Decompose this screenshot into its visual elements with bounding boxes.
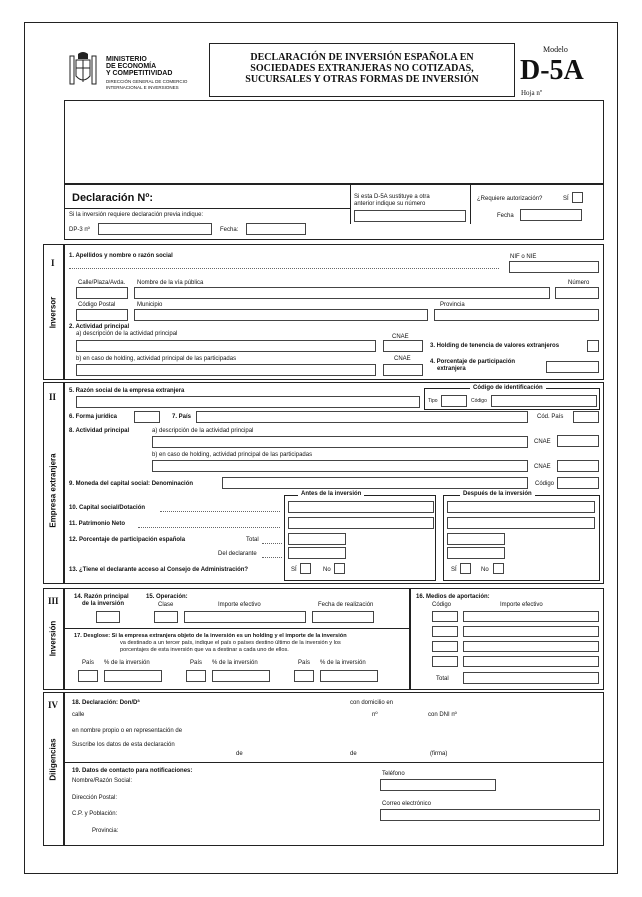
numero-label: Número — [568, 280, 590, 286]
f18-suscribe-label: Suscribe los datos de esta declaración — [72, 742, 175, 748]
f8b-field[interactable] — [152, 460, 528, 472]
f18-de-1: de — [236, 751, 243, 757]
f19-telefono-field[interactable] — [380, 779, 496, 791]
f16-total-label: Total — [436, 676, 449, 682]
f18-de-2: de — [350, 751, 357, 757]
numero-field[interactable] — [555, 287, 599, 299]
f3-checkbox[interactable] — [587, 340, 599, 352]
f9-codigo-field[interactable] — [557, 477, 599, 489]
auth-fecha-field[interactable] — [520, 209, 582, 221]
municipio-field[interactable] — [134, 309, 428, 321]
f1-label: 1. Apellidos y nombre o razón social — [69, 253, 173, 259]
antes-label: Antes de la inversión — [298, 491, 364, 498]
f16-codigo-4[interactable] — [432, 656, 458, 667]
via-field[interactable] — [134, 287, 550, 299]
f13-despues-no: No — [481, 567, 489, 573]
f16-importe-1[interactable] — [463, 611, 599, 622]
f15-importe-field[interactable] — [184, 611, 306, 623]
auth-si-label: SÍ — [563, 196, 569, 202]
f9-codigo-label: Código — [535, 481, 555, 487]
f11-despues-field[interactable] — [447, 517, 595, 529]
f15-clase-label: Clase — [158, 602, 174, 608]
f17-pais-2: País — [190, 660, 203, 666]
f16-importe-2[interactable] — [463, 626, 599, 637]
f17-pais-1-field[interactable] — [78, 670, 98, 682]
hoja-label: Hoja nº — [521, 89, 543, 97]
f2-cnae-label: CNAE — [392, 334, 409, 340]
calle-field[interactable] — [76, 287, 128, 299]
f2a-field[interactable] — [76, 340, 376, 352]
f13-antes-no: No — [323, 567, 331, 573]
f12-declarante-label: Del declarante — [218, 551, 257, 557]
despues-label: Después de la inversión — [460, 491, 535, 498]
f19-label: 19. Datos de contacto para notificaciones: — [72, 768, 193, 774]
auth-fecha-label: Fecha — [497, 213, 514, 219]
f13-antes-no-checkbox[interactable] — [334, 563, 345, 574]
f12-total-despues-field[interactable] — [447, 533, 505, 545]
f19-provincia-label: Provincia: — [92, 828, 119, 834]
cp-field[interactable] — [76, 309, 128, 321]
declaration-number-label: Declaración Nº: — [72, 192, 154, 204]
section-2-number: II — [49, 392, 57, 402]
f16-codigo-3[interactable] — [432, 641, 458, 652]
section-1-label: Inversor — [48, 296, 58, 329]
via-label: Nombre de la vía pública — [137, 280, 204, 286]
provincia-label: Provincia — [440, 302, 465, 308]
form-title — [209, 52, 515, 85]
section-4-number: IV — [48, 700, 59, 710]
f16-total-field[interactable] — [463, 672, 599, 684]
f18-nombre-label: en nombre propio o en representación de — [72, 728, 183, 734]
nif-field[interactable] — [509, 261, 599, 273]
f12-decl-despues-field[interactable] — [447, 547, 505, 559]
f16-codigo-1[interactable] — [432, 611, 458, 622]
modelo-label: Modelo — [543, 45, 568, 54]
f13-despues-no-checkbox[interactable] — [493, 563, 504, 574]
ministry-line-1: MINISTERIO — [106, 56, 147, 63]
cod-pais-label: Cód. País — [537, 414, 564, 420]
f10-label: 10. Capital social/Dotación — [69, 505, 146, 511]
section-4-label: Diligencias — [48, 738, 58, 781]
f14-label-1: 14. Razón principal — [74, 594, 129, 600]
f2b-cnae-label: CNAE — [394, 356, 411, 362]
directorate-line-2: INTERNACIONAL E INVERSIONES — [106, 85, 179, 90]
f17-pct-2: % de la inversión — [212, 660, 258, 666]
f12-total-label: Total — [246, 537, 259, 543]
f13-despues-si-checkbox[interactable] — [460, 563, 471, 574]
f18-n-label: nº — [372, 712, 378, 718]
f8b-cnae-label: CNAE — [534, 464, 551, 470]
f17-pais-3: País — [298, 660, 311, 666]
f12-decl-antes-field[interactable] — [288, 547, 346, 559]
f13-despues-si: SÍ — [451, 567, 457, 573]
f9-label: 9. Moneda del capital social: Denominación — [69, 481, 194, 487]
f15-fecha-label: Fecha de realización — [318, 602, 374, 608]
section-1-number: I — [51, 258, 55, 268]
f7-field[interactable] — [196, 411, 528, 423]
provincia-field[interactable] — [434, 309, 599, 321]
section-3-number: III — [48, 596, 59, 606]
cod-pais-field[interactable] — [573, 411, 599, 423]
dp3-label: DP-3 nº — [69, 227, 90, 233]
f12-label: 12. Porcentaje de participación española — [69, 537, 186, 543]
f2b-label: b) en caso de holding, actividad principal de las participadas — [76, 356, 237, 362]
codigo-label: Código — [471, 398, 487, 404]
f4-label-2: extranjera — [437, 366, 466, 372]
f6-label: 6. Forma jurídica — [69, 414, 118, 420]
f17-pais-2-field[interactable] — [186, 670, 206, 682]
f5-field[interactable] — [76, 396, 420, 408]
prev-decl-label: Si la inversión requiere declaración previa indique: — [69, 212, 204, 218]
f16-importe-label: Importe efectivo — [500, 602, 543, 608]
f16-importe-3[interactable] — [463, 641, 599, 652]
tipo-field[interactable] — [441, 395, 467, 407]
f19-cp-label: C.P. y Población: — [72, 811, 118, 817]
f19-correo-label: Correo electrónico — [382, 801, 432, 807]
modelo-code: D-5A — [520, 55, 584, 86]
directorate-line-1: DIRECCIÓN GENERAL DE COMERCIO — [106, 79, 188, 84]
f17-label-2: va destinado a un tercer país, indique el país o países destino último de la inversión y los — [120, 640, 341, 646]
f18-label: 18. Declaración: Don/Dª — [72, 700, 140, 706]
f17-pct-3-field[interactable] — [320, 670, 378, 682]
f9-field[interactable] — [222, 477, 528, 489]
f10-despues-field[interactable] — [447, 501, 595, 513]
f16-label: 16. Medios de aportación: — [416, 594, 490, 600]
title-line-1: DECLARACIÓN DE INVERSIÓN ESPAÑOLA EN — [250, 52, 474, 63]
dp3-field[interactable] — [98, 223, 212, 235]
title-line-3: SUCURSALES Y OTRAS FORMAS DE INVERSIÓN — [245, 74, 479, 85]
f11-label: 11. Patrimonio Neto — [69, 521, 126, 527]
f2b-cnae-field[interactable] — [383, 364, 423, 376]
substitute-label-1: Si esta D-5A sustituye a otra — [354, 194, 430, 200]
f17-pct-2-field[interactable] — [212, 670, 270, 682]
f10-antes-field[interactable] — [288, 501, 434, 513]
f14-field[interactable] — [96, 611, 120, 623]
ministry-line-2: DE ECONOMÍA — [106, 63, 157, 70]
f7-label: 7. País — [172, 414, 192, 420]
f16-importe-4[interactable] — [463, 656, 599, 667]
f13-antes-si-checkbox[interactable] — [300, 563, 311, 574]
registry-stamp-area — [64, 100, 604, 184]
f2b-field[interactable] — [76, 364, 376, 376]
f15-fecha-field[interactable] — [312, 611, 374, 623]
cod-id-label: Código de identificación — [470, 385, 546, 392]
f17-pct-1: % de la inversión — [104, 660, 150, 666]
f11-antes-field[interactable] — [288, 517, 434, 529]
f2a-cnae-field[interactable] — [383, 340, 423, 352]
f6-field[interactable] — [134, 411, 160, 423]
f17-pct-3: % de la inversión — [320, 660, 366, 666]
substitute-number-field[interactable] — [354, 210, 466, 222]
f8a-label: a) descripción de la actividad principal — [152, 428, 254, 434]
substitute-label-2: anterior indique su número — [354, 201, 426, 207]
f19-telefono-label: Teléfono — [382, 771, 405, 777]
auth-si-checkbox[interactable] — [572, 192, 583, 203]
f15-clase-field[interactable] — [154, 611, 178, 623]
f8-label: 8. Actividad principal — [69, 428, 130, 434]
title-line-2: SOCIEDADES EXTRANJERAS NO COTIZADAS, — [250, 63, 474, 74]
cp-label: Código Postal — [78, 302, 116, 308]
f17-label-1: 17. Desglose: Si la empresa extranjera objeto de la inversión es un holding y el importe de la inversión — [74, 633, 347, 639]
f18-dni-label: con DNI nº — [428, 712, 457, 718]
f16-codigo-label: Código — [432, 602, 452, 608]
section-3-label: Inversión — [48, 620, 58, 657]
f18-domicilio-label: con domicilio en — [350, 700, 394, 706]
f18-firma-label: (firma) — [430, 751, 448, 757]
section-2-label: Empresa extranjera — [48, 453, 58, 528]
cod-id-field[interactable] — [491, 395, 597, 407]
f19-nombre-label: Nombre/Razón Social: — [72, 778, 133, 784]
calle-label: Calle/Plaza/Avda. — [78, 280, 126, 286]
f4-label-1: 4. Porcentaje de participación — [430, 359, 516, 365]
dp3-fecha-field[interactable] — [246, 223, 306, 235]
f19-correo-field[interactable] — [380, 809, 600, 821]
f2a-label: a) descripción de la actividad principal — [76, 331, 178, 337]
f15-label: 15. Operación: — [146, 594, 188, 600]
f14-label-2: de la inversión — [82, 601, 125, 607]
municipio-label: Municipio — [137, 302, 163, 308]
f3-label: 3. Holding de tenencia de valores extranjeros — [430, 343, 560, 349]
f8b-label: b) en caso de holding, actividad principal de las participadas — [152, 452, 313, 458]
f19-direccion-label: Dirección Postal: — [72, 795, 118, 801]
f2-label: 2. Actividad principal — [69, 324, 130, 330]
f17-pais-3-field[interactable] — [294, 670, 314, 682]
f4-field[interactable] — [546, 361, 599, 373]
tipo-label: Tipo — [428, 398, 438, 404]
ministry-line-3: Y COMPETITIVIDAD — [106, 70, 173, 77]
f16-codigo-2[interactable] — [432, 626, 458, 637]
f8b-cnae-field[interactable] — [557, 460, 599, 472]
nif-label: NIF o NIE — [510, 254, 537, 260]
auth-question: ¿Requiere autorización? — [477, 196, 543, 202]
f17-pct-1-field[interactable] — [104, 670, 162, 682]
coat-of-arms-icon — [68, 50, 98, 88]
f5-label: 5. Razón social de la empresa extranjera — [69, 388, 185, 394]
f13-antes-si: SÍ — [291, 567, 297, 573]
f13-label: 13. ¿Tiene el declarante acceso al Consejo de Administración? — [69, 567, 249, 573]
f12-total-antes-field[interactable] — [288, 533, 346, 545]
f18-calle-label: calle — [72, 712, 85, 718]
f8-cnae-label: CNAE — [534, 439, 551, 445]
f8a-cnae-field[interactable] — [557, 435, 599, 447]
f8a-field[interactable] — [152, 436, 528, 448]
f17-pais-1: País — [82, 660, 95, 666]
dp3-fecha-label: Fecha: — [220, 227, 239, 233]
f17-label-3: porcentajes de esta inversión que va a destinar a cada uno de ellos. — [120, 647, 289, 653]
f15-importe-label: Importe efectivo — [218, 602, 261, 608]
